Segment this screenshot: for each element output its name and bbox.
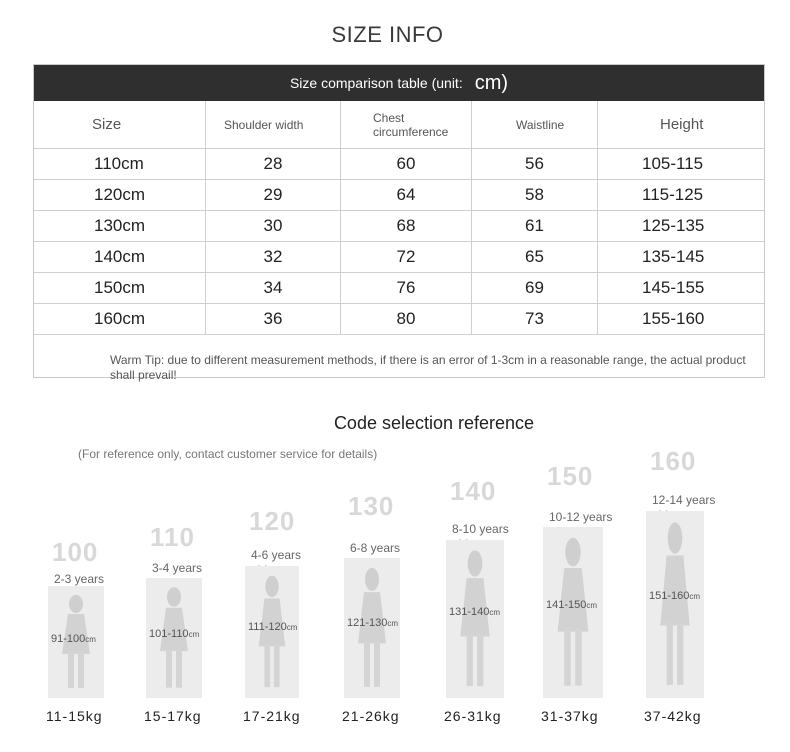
- age-label: 4-6 years: [251, 548, 302, 562]
- size-number: 120: [249, 506, 296, 536]
- page-title: SIZE INFO: [331, 22, 444, 47]
- height-range-unit: cm: [689, 592, 701, 601]
- height-range: [649, 590, 700, 602]
- height-range-value: 91-100: [51, 633, 86, 645]
- table-cell: 80: [341, 304, 472, 334]
- table-cell: 72: [341, 242, 472, 272]
- height-range: [347, 617, 398, 629]
- size-number: 130: [348, 491, 395, 521]
- height-range: [248, 621, 297, 633]
- height-range-unit: cm: [85, 635, 96, 644]
- table-cell: 34: [206, 273, 341, 303]
- table-cell: 110cm: [34, 149, 206, 179]
- size-number: 110: [150, 522, 195, 552]
- age-label: 12-14 years: [652, 493, 716, 507]
- table-cell: 105-115: [642, 154, 704, 173]
- warm-tip: Warm Tip: due to different measurement methods, if there is an error of 1-3cm in a reasonable range, the actual product shall prevail!: [34, 334, 764, 383]
- height-range-unit: cm: [387, 619, 399, 628]
- child-silhouette-panel: [646, 511, 704, 698]
- table-cell: 30: [206, 211, 341, 241]
- table-row: [34, 179, 764, 210]
- table-cell: 69: [472, 273, 598, 303]
- height-range-unit: cm: [286, 623, 298, 632]
- table-cell: 125-135: [642, 216, 705, 235]
- age-label: 10-12 years: [549, 510, 613, 524]
- weight-label: 17-21kg: [243, 708, 301, 724]
- table-cell: 150cm: [34, 273, 206, 303]
- table-cell: 120cm: [34, 180, 206, 210]
- height-range-unit: cm: [586, 601, 598, 610]
- height-range-unit: cm: [489, 608, 501, 617]
- size-number: 160: [650, 446, 697, 476]
- age-label: 8-10 years: [452, 522, 509, 536]
- table-cell: 64: [341, 180, 472, 210]
- age-label: 6-8 years: [350, 541, 401, 555]
- size-table: [33, 64, 765, 382]
- height-range: [149, 628, 199, 640]
- table-cell: 65: [472, 242, 598, 272]
- child-silhouette-panel: [543, 527, 603, 698]
- height-range-value: 141-150: [546, 599, 587, 611]
- table-cell: 115-125: [642, 185, 704, 204]
- child-silhouette-panel: [446, 540, 504, 698]
- table-cell: 76: [341, 273, 472, 303]
- table-cell: 160cm: [34, 304, 206, 334]
- table-row: [34, 241, 764, 272]
- table-cell: 135-145: [642, 247, 705, 266]
- height-range-value: 121-130: [347, 617, 388, 629]
- height-range: [449, 606, 500, 618]
- column-header-chest: Chest circumference: [341, 101, 472, 148]
- weight-label: 26-31kg: [444, 708, 502, 724]
- table-heading-unit: cm): [474, 71, 509, 94]
- age-label: 3-4 years: [152, 561, 203, 575]
- table-cell: 140cm: [34, 242, 206, 272]
- table-cell: 73: [472, 304, 598, 334]
- height-range-value: 101-110: [149, 628, 189, 640]
- column-header-size: Size: [34, 101, 206, 148]
- table-row: [34, 210, 764, 241]
- table-cell: 58: [472, 180, 598, 210]
- weight-label: 37-42kg: [644, 708, 702, 724]
- reference-title: Code selection reference: [333, 413, 535, 433]
- weight-label: 15-17kg: [144, 708, 202, 724]
- table-row: [34, 272, 764, 303]
- height-range-value: 111-120: [248, 621, 287, 633]
- height-range: [51, 633, 96, 645]
- height-range-unit: cm: [188, 630, 200, 639]
- table-cell: 60: [341, 149, 472, 179]
- table-cell: 36: [206, 304, 341, 334]
- table-cell: 130cm: [34, 211, 206, 241]
- size-number: 140: [450, 476, 497, 506]
- table-cell: 32: [206, 242, 341, 272]
- child-silhouette-icon: [454, 546, 496, 692]
- table-cell: 61: [472, 211, 598, 241]
- child-silhouette-icon: [654, 517, 696, 692]
- height-range-value: 151-160: [649, 590, 690, 602]
- column-header-shoulder: Shoulder width: [206, 101, 341, 148]
- table-cell: 155-160: [642, 309, 705, 328]
- child-silhouette-icon: [551, 533, 598, 692]
- table-cell: 28: [206, 149, 341, 179]
- table-heading: [34, 65, 764, 101]
- table-header-row: [34, 101, 764, 148]
- table-row: [34, 148, 764, 179]
- age-label: 2-3 years: [54, 572, 105, 586]
- weight-label: 11-15kg: [46, 708, 103, 724]
- reference-note: (For reference only, contact customer service for details): [78, 447, 378, 461]
- table-cell: 56: [472, 149, 598, 179]
- table-cell: 145-155: [642, 278, 705, 297]
- height-range-value: 131-140: [449, 606, 490, 618]
- table-cell: 29: [206, 180, 341, 210]
- height-range: [546, 599, 597, 611]
- table-cell: 68: [341, 211, 472, 241]
- weight-label: 21-26kg: [342, 708, 400, 724]
- column-header-waist: Waistline: [472, 101, 598, 148]
- size-number: 100: [52, 537, 99, 567]
- column-header-height: Height: [660, 116, 704, 133]
- table-row: [34, 303, 764, 334]
- size-number: 150: [547, 461, 594, 491]
- table-heading-text: Size comparison table (unit:: [289, 75, 463, 91]
- weight-label: 31-37kg: [541, 708, 599, 724]
